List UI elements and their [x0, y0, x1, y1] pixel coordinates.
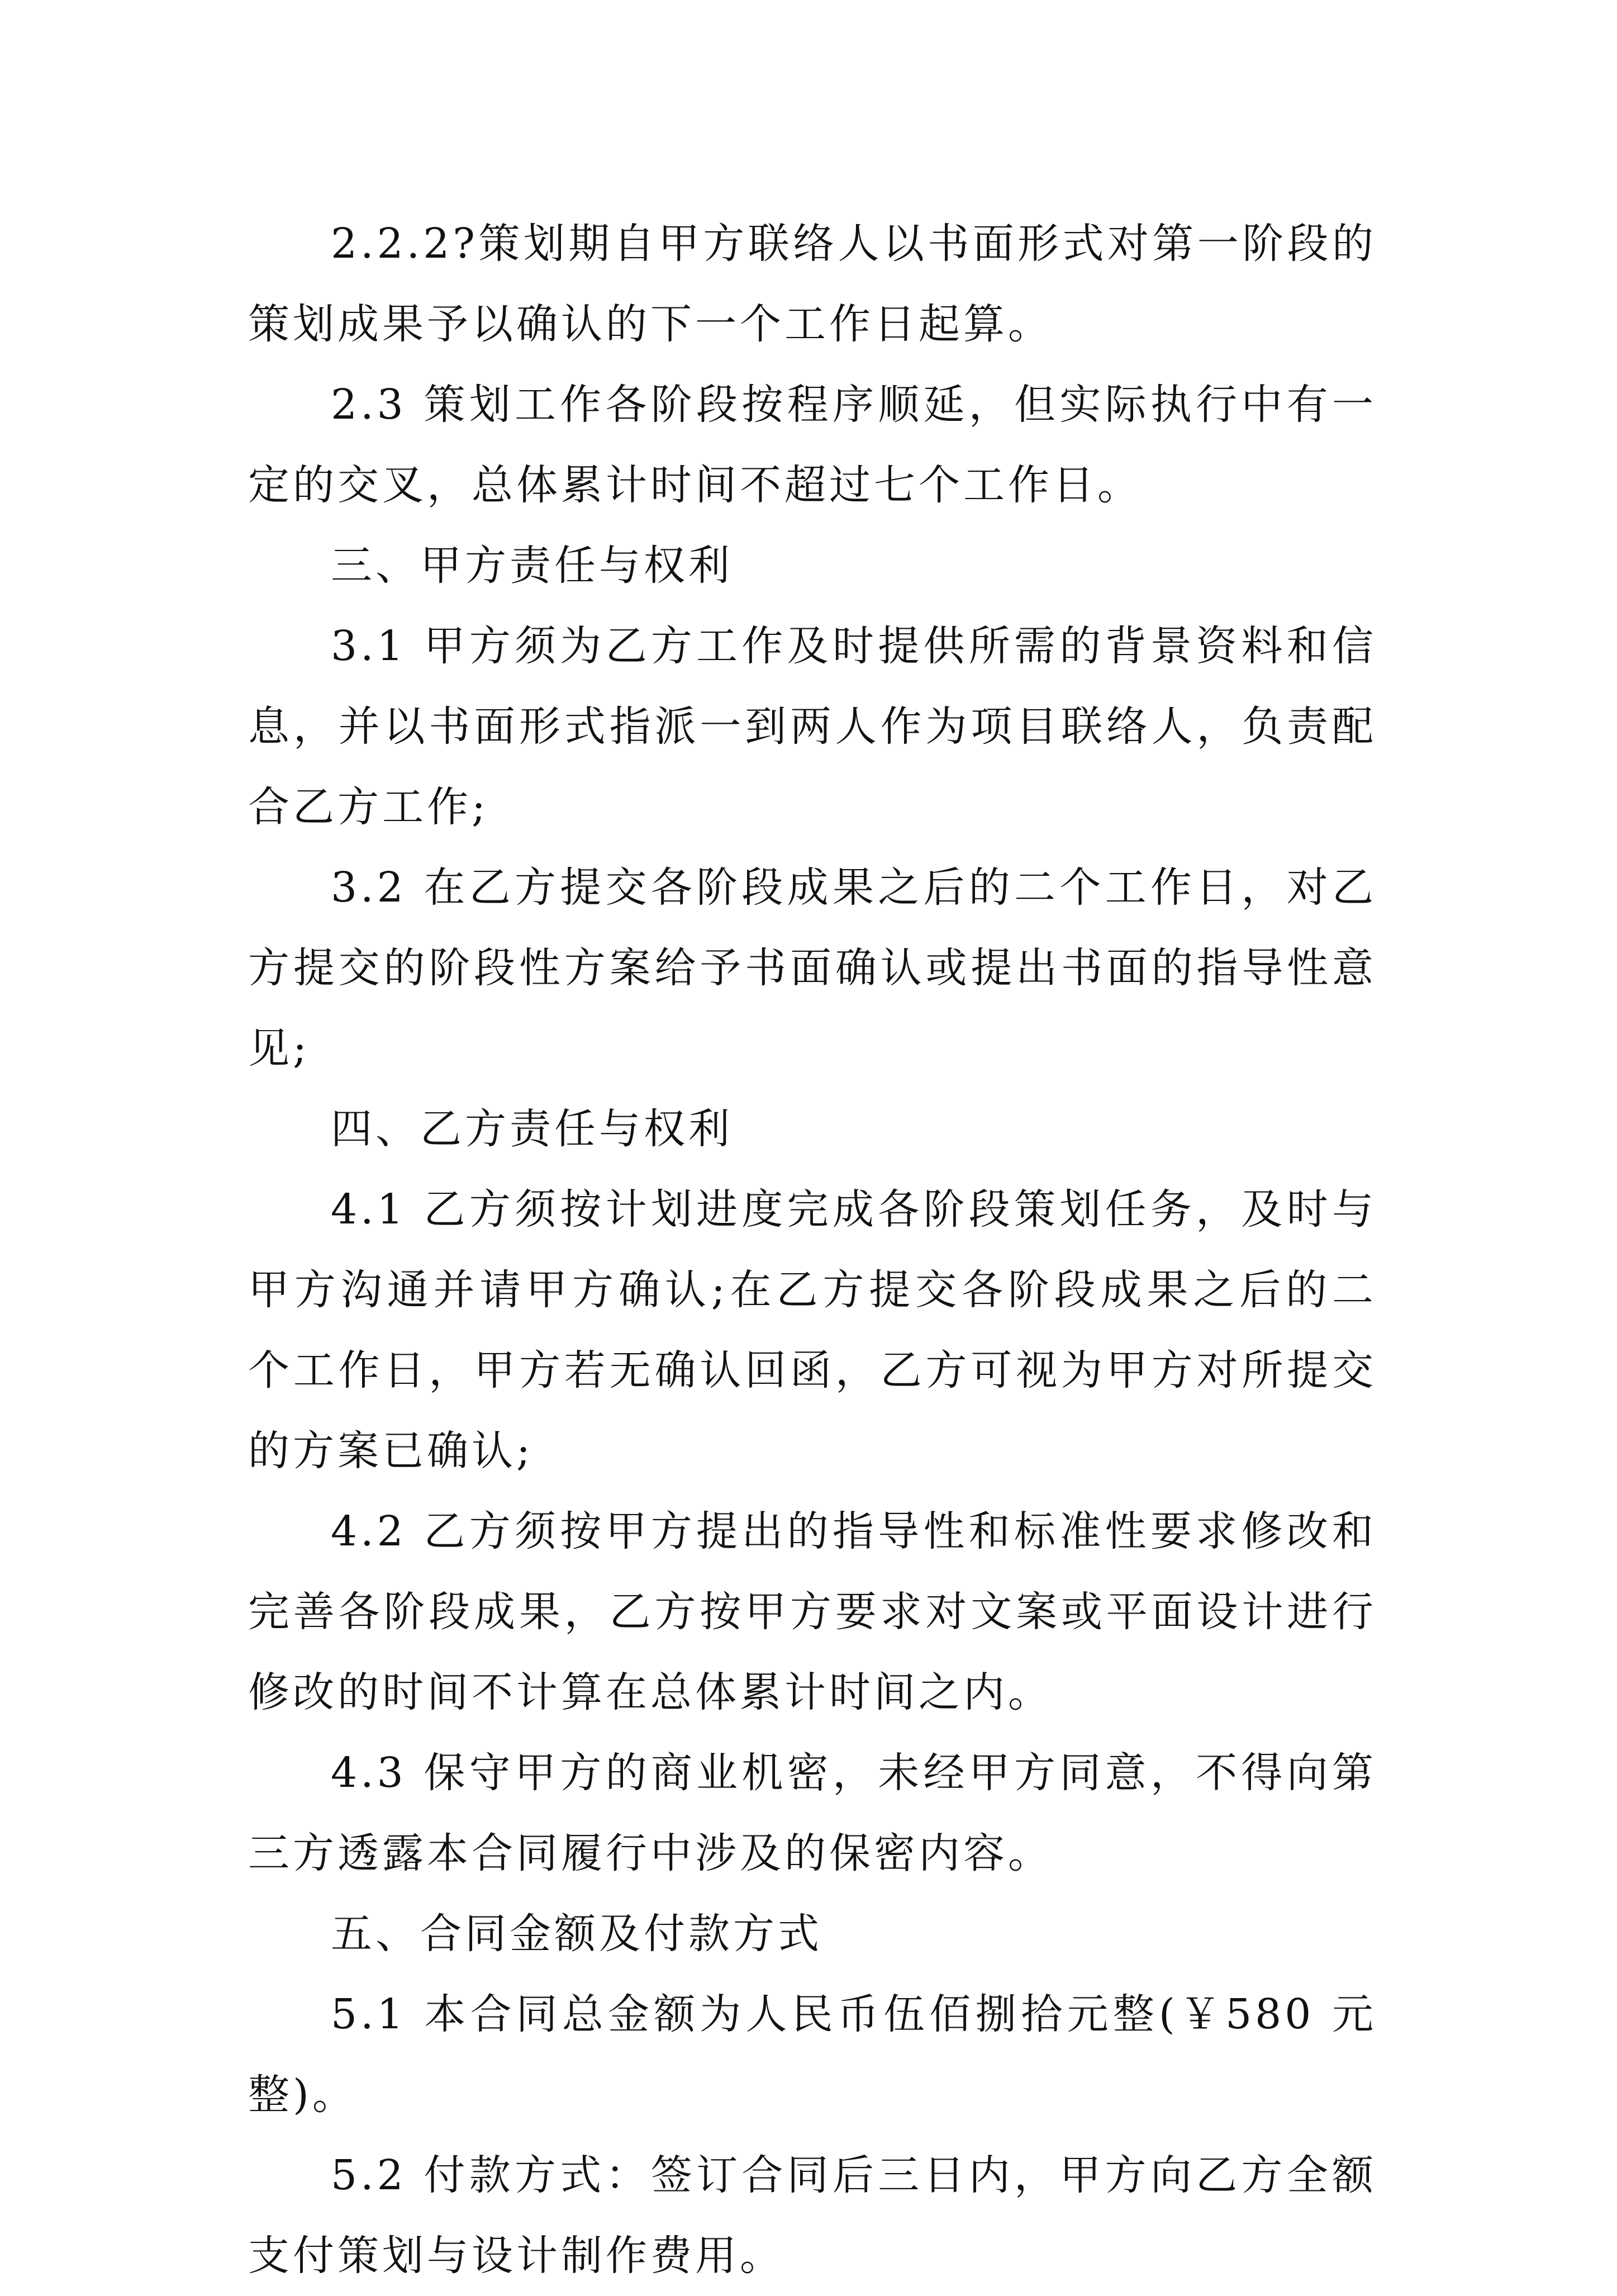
document-body — [248, 203, 1377, 2296]
clause-5-2: 5.2 付款方式：签订合同后三日内，甲方向乙方全额支付策划与设计制作费用。 — [248, 2151, 1377, 2280]
section-heading-party-b: 四、乙方责任与权利 — [331, 1105, 733, 1153]
clause-4-1: 4.1 乙方须按计划进度完成各阶段策划任务，及时与甲方沟通并请甲方确认;在乙方提交各阶段成果之后的二个工作日，甲方若无确认回函，乙方可视为甲方对所提交的方案已确认; — [248, 1185, 1377, 1475]
section-heading-party-a: 三、甲方责任与权利 — [331, 542, 733, 590]
section-heading-payment: 五、合同金额及付款方式 — [331, 1910, 822, 1958]
clause-3-2: 3.2 在乙方提交各阶段成果之后的二个工作日，对乙方提交的阶段性方案给予书面确认或提出书面的指导性意见; — [248, 864, 1377, 1073]
clause-3-1: 3.1 甲方须为乙方工作及时提供所需的背景资料和信息，并以书面形式指派一到两人作为项目联络人，负责配合乙方工作; — [248, 622, 1377, 831]
clause-2-3: 2.3 策划工作各阶段按程序顺延，但实际执行中有一定的交叉，总体累计时间不超过七个工作日。 — [248, 381, 1377, 509]
clause-2-2-2: 2.2.2?策划期自甲方联络人以书面形式对第一阶段的策划成果予以确认的下一个工作日起算。 — [248, 220, 1377, 348]
clause-4-3: 4.3 保守甲方的商业机密，未经甲方同意，不得向第三方透露本合同履行中涉及的保密内容。 — [248, 1749, 1377, 1877]
clause-4-2: 4.2 乙方须按甲方提出的指导性和标准性要求修改和完善各阶段成果，乙方按甲方要求对文案或平面设计进行修改的时间不计算在总体累计时间之内。 — [248, 1507, 1377, 1716]
clause-5-1: 5.1 本合同总金额为人民币伍佰捌拾元整(￥580 元整)。 — [248, 1990, 1377, 2119]
